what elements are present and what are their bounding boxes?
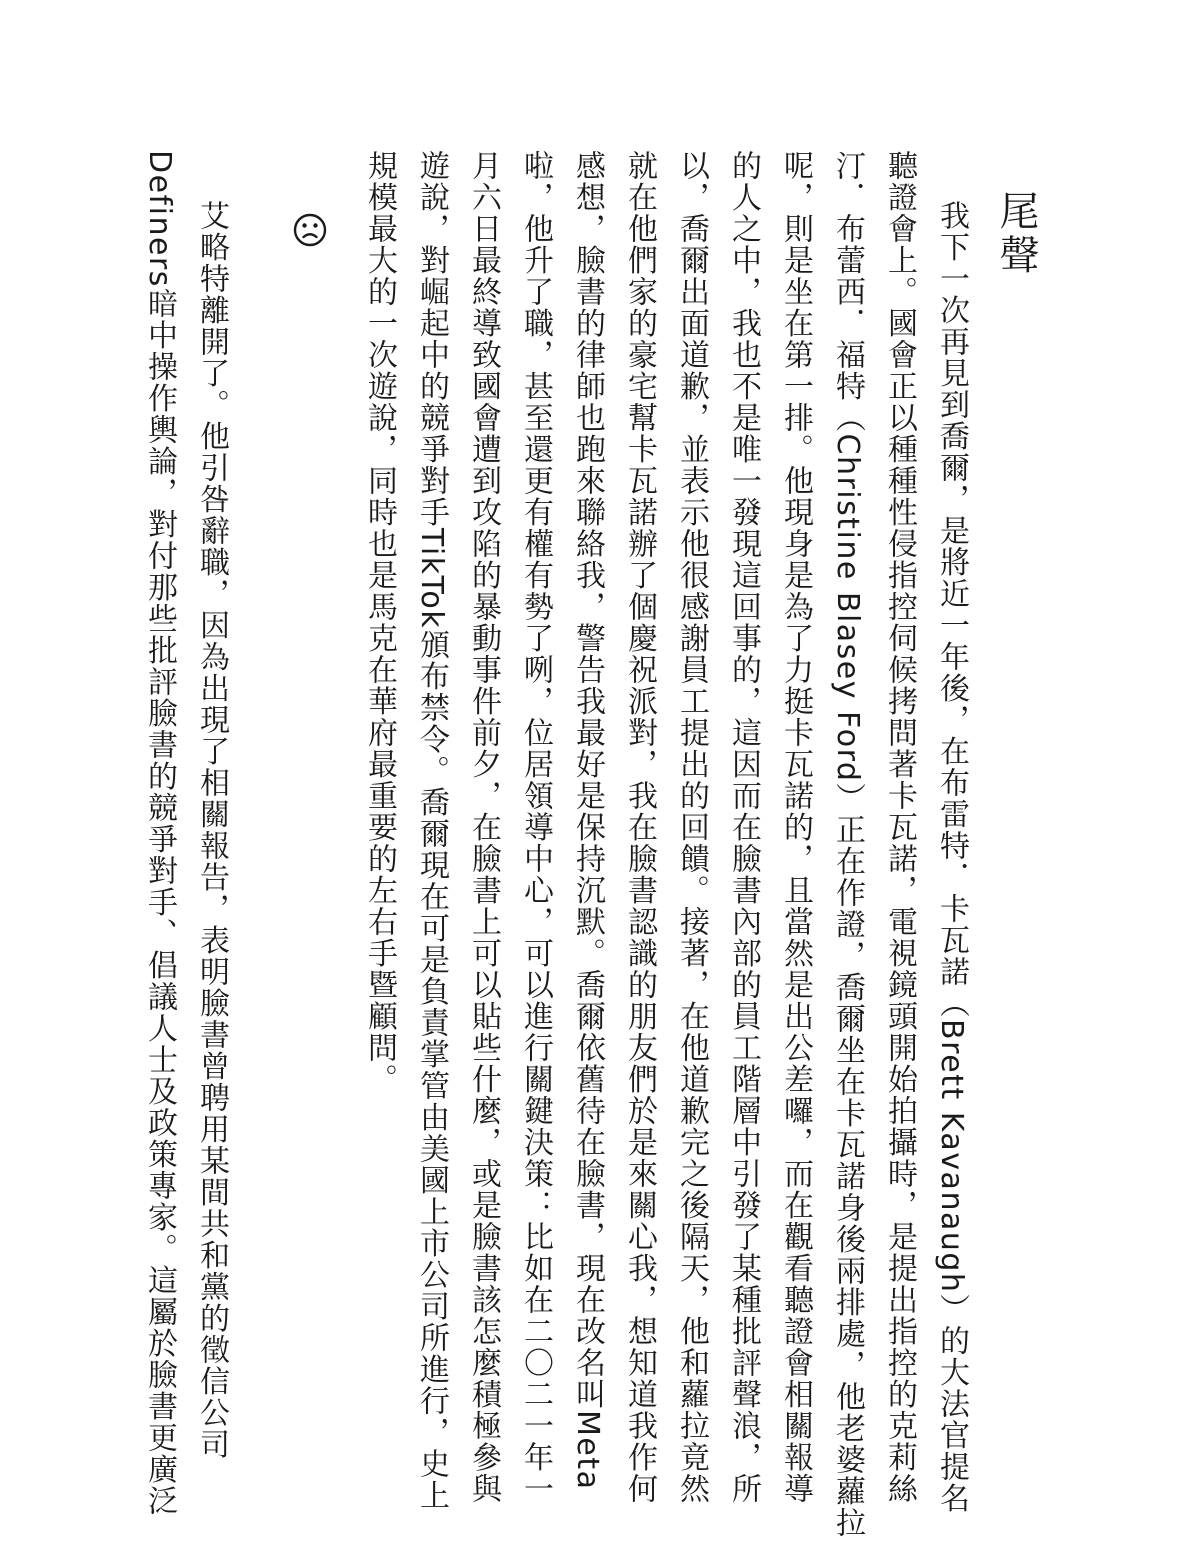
paragraph-1-line-3: 汀．布蕾西．福特（Christine Blasey Ford）正在作證，喬爾坐在卡瓦諾身後兩排處，他老婆蘿拉 — [830, 150, 865, 1539]
paragraph-1-line-12: 規模最大的一次遊說，同時也是馬克在華府最重要的左右手暨顧問。 — [362, 150, 397, 1095]
chapter-title: 尾聲 — [993, 190, 1039, 278]
paragraph-2-line-2: Definers暗中操作輿論，對付那些批評臉書的競爭對手、倡議人士及政策專家。這屬於臉書更廣泛 — [142, 150, 177, 1517]
paragraph-1-line-6: 以，喬爾出面道歉，並表示他很感謝員工提出的回饋。接著，在他道歉完之後隔天，他和蘿拉竟然 — [674, 150, 709, 1505]
paragraph-1-line-2: 聽證會上。國會正以種種性侵指控伺候拷問著卡瓦諾，電視鏡頭開始拍攝時，是提出指控的克莉絲 — [882, 150, 917, 1505]
paragraph-2-line-1: 艾略特離開了。他引咎辭職，因為出現了相關報告，表明臉書曾聘用某間共和黨的徵信公司 — [194, 200, 229, 1460]
paragraph-1-line-7: 就在他們家的豪宅幫卡瓦諾辦了個慶祝派對，我在臉書認識的朋友們於是來關心我，想知道我作何 — [622, 150, 657, 1505]
paragraph-1-line-11: 遊說，對崛起中的競爭對手TikTok頒布禁令。喬爾現在可是負責掌管由美國上市公司所進行，史上 — [414, 150, 449, 1512]
paragraph-1-line-10: 月六日最終導致國會遭到攻陷的暴動事件前夕，在臉書上可以貼些什麼，或是臉書該怎麼積極參與 — [466, 150, 501, 1505]
sad-face-icon — [292, 212, 328, 248]
paragraph-1-line-1: 我下一次再見到喬爾，是將近一年後，在布雷特．卡瓦諾（Brett Kavanaugh）的大法官提名 — [934, 200, 969, 1514]
paragraph-1-line-8: 感想，臉書的律師也跑來聯絡我，警告我最好是保持沉默。喬爾依舊待在臉書，現在改名叫Meta — [570, 150, 605, 1491]
paragraph-1-line-5: 的人之中，我也不是唯一發現這回事的，這因而在臉書內部的員工階層中引發了某種批評聲浪，所 — [726, 150, 761, 1505]
paragraph-1-line-4: 呢，則是坐在第一排。他現身是為了力挺卡瓦諾的，且當然是出公差囉，而在觀看聽證會相關報導 — [778, 150, 813, 1505]
paragraph-1-line-9: 啦，他升了職，甚至還更有權有勢了咧，位居領導中心，可以進行關鍵決策：比如在二〇二一年一 — [518, 150, 553, 1505]
